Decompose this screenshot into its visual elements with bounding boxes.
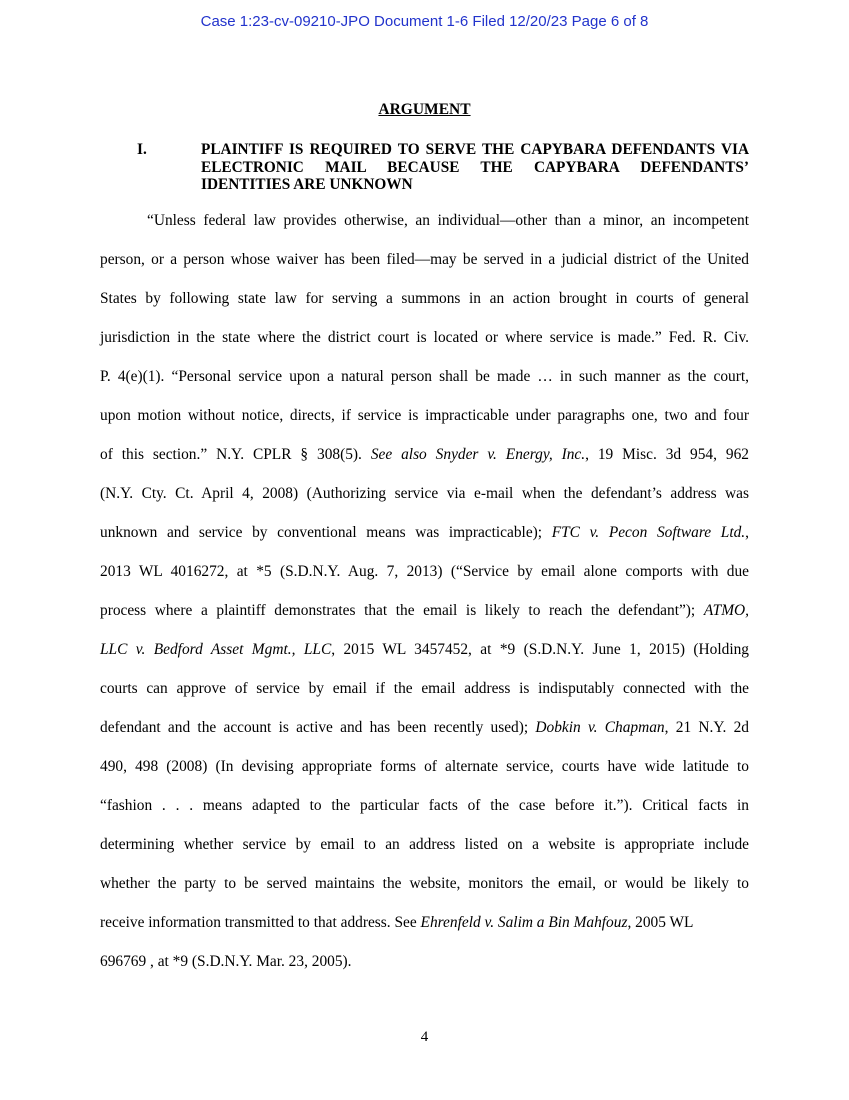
- body-text-segment: determining whether service by email to an address listed on a website is appropriate include: [100, 836, 749, 853]
- case-citation: ATMO,: [703, 602, 749, 619]
- body-text-segment: of this section.” N.Y. CPLR § 308(5).: [100, 446, 371, 463]
- body-line: [100, 747, 749, 786]
- case-citation: Ehrenfeld v. Salim a Bin Mahfouz: [420, 914, 628, 931]
- body-line: [100, 903, 749, 942]
- body-text-segment: , 21 N.Y. 2d: [664, 719, 749, 736]
- body-text-segment: , 19 Misc. 3d 954, 962: [585, 446, 749, 463]
- body-line: [100, 201, 749, 240]
- body-text-segment: defendant and the account is active and has been recently used);: [100, 719, 536, 736]
- case-citation: See also Snyder v. Energy, Inc.: [370, 446, 586, 463]
- body-text-segment: P. 4(e)(1). “Personal service upon a natural person shall be made … in such manner as the court,: [100, 368, 749, 385]
- body-text-segment: “fashion . . . means adapted to the particular facts of the case before it.”). Critical facts in: [100, 797, 749, 814]
- body-line: [100, 864, 749, 903]
- body-text-segment: , 2015 WL 3457452, at *9 (S.D.N.Y. June 1, 2015) (Holding: [331, 641, 749, 658]
- body-line: [100, 591, 749, 630]
- body-line: [100, 669, 749, 708]
- body-line: [100, 357, 749, 396]
- body-line: [100, 435, 749, 474]
- body-text-segment: upon motion without notice, directs, if service is impracticable under paragraphs one, two and four: [100, 407, 749, 424]
- body-line: [100, 630, 749, 669]
- argument-heading: ARGUMENT: [378, 101, 471, 118]
- body-text-segment: person, or a person whose waiver has been filed—may be served in a judicial district of the United: [100, 251, 749, 268]
- section-title: PLAINTIFF IS REQUIRED TO SERVE THE CAPYBARA DEFENDANTS VIA ELECTRONIC MAIL BECAUSE THE CAPYBARA DEFENDANTS’ IDENTITIES ARE UNKNOWN: [201, 141, 749, 193]
- body-text-segment: unknown and service by conventional means was impracticable);: [100, 524, 552, 541]
- body-line: [100, 474, 749, 513]
- body-text-segment: ,: [745, 524, 749, 541]
- case-citation: FTC v. Pecon Software Ltd.: [551, 524, 746, 541]
- body-line: [100, 942, 749, 981]
- body-line: [100, 513, 749, 552]
- section-number: I.: [137, 141, 147, 158]
- body-line: [100, 786, 749, 825]
- body-text-segment: 696769 , at *9 (S.D.N.Y. Mar. 23, 2005).: [100, 953, 352, 970]
- body-line: [100, 552, 749, 591]
- body-line: [100, 318, 749, 357]
- body-text-segment: 2013 WL 4016272, at *5 (S.D.N.Y. Aug. 7, 2013) (“Service by email alone comports with due: [100, 563, 749, 580]
- body-text-segment: States by following state law for serving a summons in an action brought in courts of general: [100, 290, 749, 307]
- body-text-segment: “Unless federal law provides otherwise, an individual—other than a minor, an incompetent: [147, 212, 749, 229]
- body-text-segment: 490, 498 (2008) (In devising appropriate forms of alternate service, courts have wide latitude to: [100, 758, 749, 775]
- body-line: [100, 279, 749, 318]
- body-text-segment: jurisdiction in the state where the district court is located or where service is made.” Fed. R. Civ.: [100, 329, 749, 346]
- case-citation: LLC v. Bedford Asset Mgmt., LLC: [100, 641, 332, 658]
- body-text-segment: (N.Y. Cty. Ct. April 4, 2008) (Authorizing service via e-mail when the defendant’s address was: [100, 485, 749, 502]
- body-text-segment: process where a plaintiff demonstrates that the email is likely to reach the defendant”);: [100, 602, 704, 619]
- body-text-segment: courts can approve of service by email if the email address is indisputably connected with the: [100, 680, 749, 697]
- body-line: [100, 825, 749, 864]
- body-text-segment: whether the party to be served maintains the website, monitors the email, or would be likely to: [100, 875, 749, 892]
- court-filing-stamp: Case 1:23-cv-09210-JPO Document 1-6 Filed 12/20/23 Page 6 of 8: [200, 13, 649, 30]
- body-line: [100, 708, 749, 747]
- body-text-segment: , 2005 WL: [627, 914, 694, 931]
- body-line: [100, 240, 749, 279]
- page-number: 4: [420, 1029, 429, 1045]
- body-line: [100, 396, 749, 435]
- body-text-segment: receive information transmitted to that address. See: [100, 914, 421, 931]
- case-citation: Dobkin v. Chapman: [535, 719, 665, 736]
- argument-body: [100, 201, 749, 981]
